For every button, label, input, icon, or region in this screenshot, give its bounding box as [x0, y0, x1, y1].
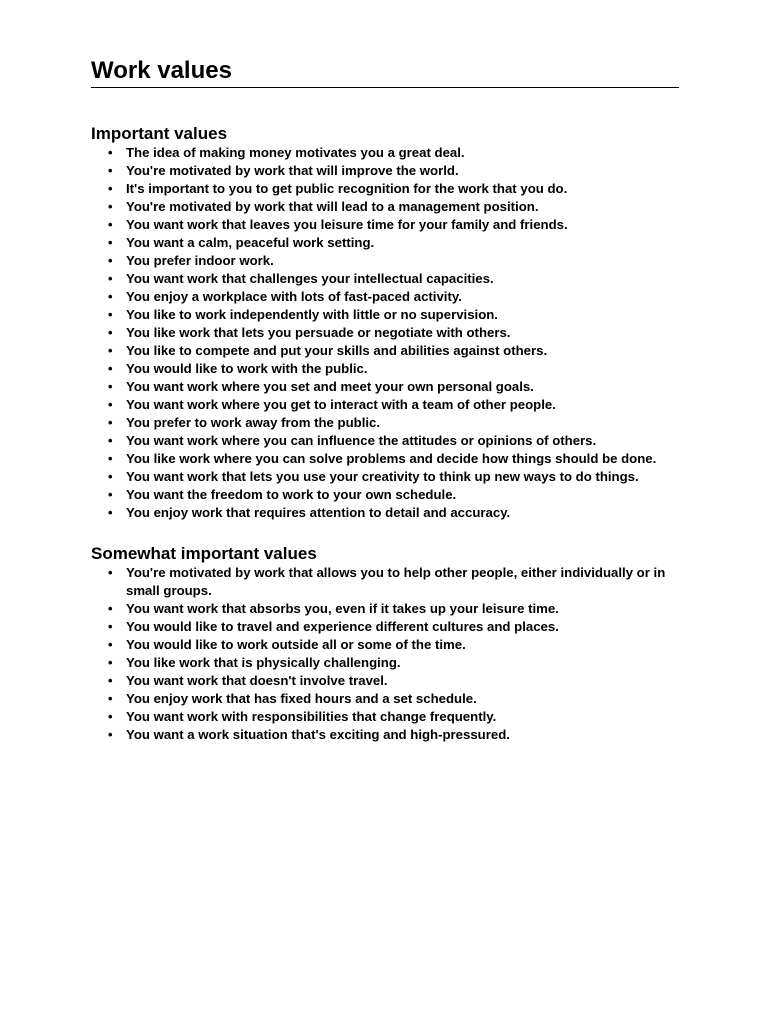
list-item-text: You enjoy a workplace with lots of fast-paced activity. — [126, 289, 462, 304]
list-item — [91, 690, 679, 708]
important-values-list — [91, 144, 679, 522]
list-item-text: You want work with responsibilities that change frequently. — [126, 709, 497, 724]
bullet-icon: • — [108, 253, 113, 268]
bullet-icon: • — [108, 433, 113, 448]
list-item-text: You're motivated by work that will lead to a management position. — [126, 199, 539, 214]
list-item — [91, 672, 679, 690]
list-item — [91, 162, 679, 180]
list-item-text: You like to compete and put your skills and abilities against others. — [126, 343, 548, 358]
list-item — [91, 342, 679, 360]
list-item-text: You prefer indoor work. — [126, 253, 274, 268]
bullet-icon: • — [108, 379, 113, 394]
list-item — [91, 600, 679, 618]
bullet-icon: • — [108, 361, 113, 376]
list-item — [91, 618, 679, 636]
list-item-text: It's important to you to get public recognition for the work that you do. — [126, 181, 568, 196]
list-item-text: You want work that absorbs you, even if it takes up your leisure time. — [126, 601, 559, 616]
list-item — [91, 270, 679, 288]
list-item-text: You like to work independently with little or no supervision. — [126, 307, 498, 322]
bullet-icon: • — [108, 727, 113, 742]
bullet-icon: • — [108, 163, 113, 178]
list-item-text: You would like to travel and experience different cultures and places. — [126, 619, 559, 634]
list-item-text: You're motivated by work that allows you to help other people, either individually or in small groups. — [126, 565, 666, 598]
list-item — [91, 144, 679, 162]
list-item-text: You would like to work outside all or some of the time. — [126, 637, 466, 652]
bullet-icon: • — [108, 145, 113, 160]
list-item — [91, 324, 679, 342]
list-item — [91, 726, 679, 744]
list-item-text: You enjoy work that requires attention to detail and accuracy. — [126, 505, 511, 520]
bullet-icon: • — [108, 637, 113, 652]
list-item — [91, 360, 679, 378]
bullet-icon: • — [108, 217, 113, 232]
list-item — [91, 486, 679, 504]
list-item-text: You want work that leaves you leisure time for your family and friends. — [126, 217, 568, 232]
list-item — [91, 708, 679, 726]
list-item — [91, 432, 679, 450]
bullet-icon: • — [108, 673, 113, 688]
bullet-icon: • — [108, 601, 113, 616]
list-item-text: You like work that lets you persuade or negotiate with others. — [126, 325, 511, 340]
list-item — [91, 396, 679, 414]
bullet-icon: • — [108, 619, 113, 634]
bullet-icon: • — [108, 307, 113, 322]
document-page — [91, 56, 679, 744]
list-item — [91, 288, 679, 306]
section-heading-important: Important values — [91, 124, 228, 143]
bullet-icon: • — [108, 199, 113, 214]
list-item-text: You like work where you can solve problems and decide how things should be done. — [126, 451, 657, 466]
list-item — [91, 180, 679, 198]
list-item-text: You enjoy work that has fixed hours and a set schedule. — [126, 691, 477, 706]
list-item-text: You want a work situation that's exciting and high-pressured. — [126, 727, 510, 742]
list-item-text: You want the freedom to work to your own schedule. — [126, 487, 457, 502]
list-item — [91, 654, 679, 672]
somewhat-important-values-list — [91, 564, 679, 744]
list-item — [91, 450, 679, 468]
bullet-icon: • — [108, 655, 113, 670]
list-item-text: You're motivated by work that will improve the world. — [126, 163, 459, 178]
list-item-text: You want work that challenges your intellectual capacities. — [126, 271, 494, 286]
list-item-text: You would like to work with the public. — [126, 361, 368, 376]
list-item — [91, 504, 679, 522]
list-item-text: You want work where you get to interact with a team of other people. — [126, 397, 556, 412]
bullet-icon: • — [108, 181, 113, 196]
bullet-icon: • — [108, 325, 113, 340]
bullet-icon: • — [108, 415, 113, 430]
bullet-icon: • — [108, 343, 113, 358]
list-item-text: You want work that lets you use your creativity to think up new ways to do things. — [126, 469, 639, 484]
list-item — [91, 468, 679, 486]
list-item-text: You like work that is physically challenging. — [126, 655, 401, 670]
list-item — [91, 234, 679, 252]
list-item-text: You want work that doesn't involve travel. — [126, 673, 388, 688]
bullet-icon: • — [108, 397, 113, 412]
bullet-icon: • — [108, 709, 113, 724]
bullet-icon: • — [108, 271, 113, 286]
list-item-text: You want work where you can influence the attitudes or opinions of others. — [126, 433, 597, 448]
list-item — [91, 564, 679, 600]
list-item-text: The idea of making money motivates you a great deal. — [126, 145, 465, 160]
bullet-icon: • — [108, 289, 113, 304]
bullet-icon: • — [108, 487, 113, 502]
section-heading-somewhat-important: Somewhat important values — [91, 544, 317, 563]
list-item — [91, 378, 679, 396]
list-item-text: You want a calm, peaceful work setting. — [126, 235, 375, 250]
bullet-icon: • — [108, 451, 113, 466]
list-item — [91, 216, 679, 234]
list-item-text: You want work where you set and meet your own personal goals. — [126, 379, 534, 394]
document-title: Work values — [91, 56, 679, 88]
list-item — [91, 306, 679, 324]
list-item — [91, 414, 679, 432]
bullet-icon: • — [108, 565, 113, 580]
bullet-icon: • — [108, 469, 113, 484]
list-item — [91, 198, 679, 216]
list-item — [91, 636, 679, 654]
list-item-text: You prefer to work away from the public. — [126, 415, 381, 430]
bullet-icon: • — [108, 691, 113, 706]
list-item — [91, 252, 679, 270]
bullet-icon: • — [108, 235, 113, 250]
bullet-icon: • — [108, 505, 113, 520]
